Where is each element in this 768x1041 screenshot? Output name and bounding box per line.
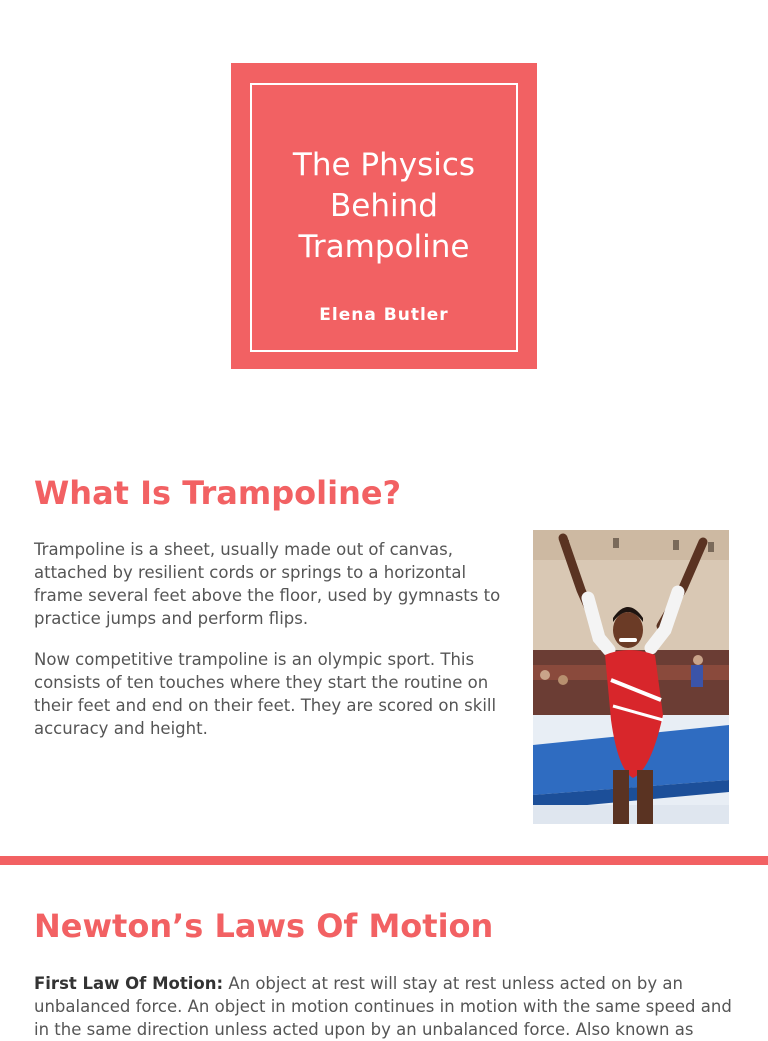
title-cover-block xyxy=(231,63,537,369)
first-law-label: First Law Of Motion: xyxy=(34,974,224,993)
section-divider xyxy=(0,856,768,865)
trampoline-paragraph-2: Now competitive trampoline is an olympic sport. This consists of ten touches where they start the routine on their feet and end on their feet. They are scored on skill accuracy and height. xyxy=(34,650,497,738)
gymnast-photo xyxy=(533,530,729,824)
author-name: Elena Butler xyxy=(319,305,449,325)
section-heading-trampoline: What Is Trampoline? xyxy=(34,474,402,512)
gymnast-photo-icon xyxy=(533,530,729,824)
section-heading-newton: Newton’s Laws Of Motion xyxy=(34,907,494,945)
first-law-text: An object at rest will stay at rest unless acted on by an unbalanced force. An object in motion continues in motion with the same speed and in the same direction unless acted upon by an unbalanced force. Also known as xyxy=(34,974,732,1039)
document-title: The Physics Behind Trampoline xyxy=(292,147,476,265)
first-law-paragraph xyxy=(34,972,734,1041)
cover-frame xyxy=(250,83,518,352)
trampoline-paragraph-1: Trampoline is a sheet, usually made out of canvas, attached by resilient cords or springs to a horizontal frame several feet above the floor, used by gymnasts to practice jumps and perform flips. xyxy=(34,540,501,628)
